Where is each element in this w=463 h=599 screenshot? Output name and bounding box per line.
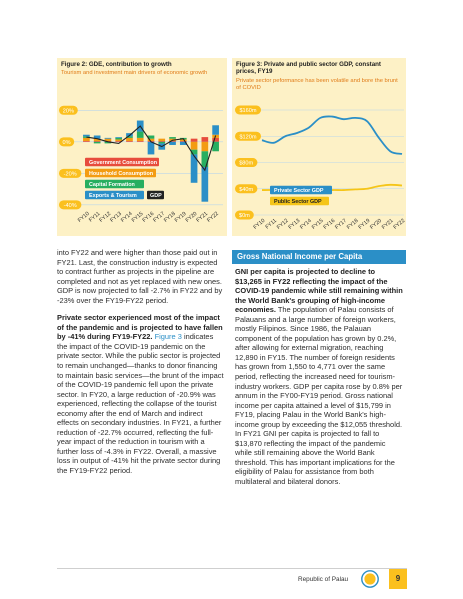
figure-3-chart — [232, 58, 406, 236]
fig2-bar-exports-tourism-FY10 — [83, 135, 90, 137]
fig2-bar-government-consumption-FY15 — [137, 141, 144, 142]
fig2-legend-1: Household Consumption — [89, 171, 154, 177]
fig2-bar-government-consumption-FY10 — [83, 141, 90, 142]
fig2-bar-exports-tourism-FY12 — [105, 138, 112, 139]
fig2-bar-government-consumption-FY21 — [202, 137, 209, 142]
fig2-bar-household-consumption-FY17 — [158, 139, 165, 141]
fig2-bar-capital-formation-FY21 — [202, 151, 209, 167]
fig3-x-tick-FY20: FY20 — [369, 217, 383, 231]
right-text-column — [235, 267, 403, 495]
fig2-x-tick-FY14: FY14 — [120, 210, 134, 224]
fig2-bar-household-consumption-FY20 — [191, 142, 198, 150]
fig2-bar-capital-formation-FY11 — [94, 142, 101, 144]
left-text-column — [57, 248, 225, 484]
left-paragraph-1: into FY22 and were higher than those paid out in FY21. Last, the construction industry is expected to contract further as projects in the pipeline are completed and not as yet replaced with new ones. GDP is now projected to fall -2.7% in FY22 and by -23% over the FY19-FY22 period. — [57, 248, 223, 305]
figure-2-chart — [57, 58, 227, 236]
fig3-y-tick-4: $0m — [238, 213, 250, 220]
fig2-x-tick-FY16: FY16 — [141, 210, 156, 224]
fig3-x-tick-FY21: FY21 — [380, 217, 395, 231]
right-paragraph-1 — [235, 267, 403, 487]
fig3-x-tick-FY10: FY10 — [252, 217, 267, 231]
fig2-x-tick-FY20: FY20 — [184, 210, 199, 224]
fig2-x-tick-FY19: FY19 — [173, 210, 188, 224]
fig2-bar-capital-formation-FY15 — [137, 132, 144, 138]
footer-rule — [57, 568, 407, 569]
fig2-x-tick-FY17: FY17 — [152, 210, 167, 224]
fig3-y-tick-0: $160m — [239, 108, 257, 115]
figure-3-title: Figure 3: Private and public sector GDP, constant prices, FY19 — [236, 61, 381, 76]
fig2-x-tick-FY18: FY18 — [163, 210, 177, 224]
figure-2-title: Figure 2: GDE, contribution to growth — [61, 61, 172, 68]
fig2-bar-capital-formation-FY18 — [169, 137, 176, 139]
fig3-y-tick-2: $80m — [239, 160, 254, 167]
figure-2-panel — [57, 58, 227, 236]
fig2-bar-exports-tourism-FY13 — [115, 137, 122, 138]
fig3-x-tick-FY12: FY12 — [275, 217, 290, 231]
figure-3-subtitle: Private sector peformance has been volatile and bore the brunt of COVID — [236, 78, 398, 91]
fig3-x-tick-FY19: FY19 — [357, 217, 372, 231]
fig3-x-tick-FY16: FY16 — [322, 217, 337, 231]
fig2-legend-3: Exports & Tourism — [89, 193, 137, 199]
sun-logo-disc — [364, 573, 375, 584]
fig3-y-tick-1: $120m — [239, 134, 257, 141]
fig2-y-tick-2: -20% — [63, 171, 77, 178]
page-number: 9 — [389, 569, 407, 589]
fig2-bar-household-consumption-FY14 — [126, 138, 133, 141]
fig3-x-tick-FY14: FY14 — [299, 217, 313, 231]
fig3-x-tick-FY22: FY22 — [392, 217, 406, 231]
fig2-x-tick-FY11: FY11 — [88, 210, 102, 224]
fig2-x-tick-FY12: FY12 — [98, 210, 113, 224]
fig2-bar-exports-tourism-FY21 — [202, 167, 209, 202]
fig2-bar-exports-tourism-FY18 — [169, 142, 176, 145]
fig2-x-tick-FY10: FY10 — [76, 210, 91, 224]
sun-logo-icon — [361, 570, 379, 588]
fig3-legend-1: Public Sector GDP — [274, 199, 322, 205]
fig2-bar-household-consumption-FY21 — [202, 142, 209, 151]
fig2-legend-0: Government Consumption — [89, 160, 157, 166]
fig2-legend-2: Capital Formation — [89, 182, 135, 188]
left-paragraph-2 — [57, 313, 225, 475]
fig2-x-tick-FY13: FY13 — [109, 210, 123, 224]
figure-3-panel — [232, 58, 406, 236]
fig2-bar-government-consumption-FY14 — [126, 141, 133, 142]
fig2-bar-government-consumption-FY20 — [191, 139, 198, 142]
fig2-x-tick-FY22: FY22 — [206, 210, 220, 224]
figure-3-link[interactable]: Figure 3 — [154, 332, 182, 342]
fig3-legend-0: Private Sector GDP — [274, 188, 324, 194]
gni-section-heading: Gross National Income per Capita — [232, 250, 406, 264]
fig2-bar-government-consumption-FY11 — [94, 141, 101, 142]
fig2-legend-gdp: GDP — [150, 193, 162, 199]
fig2-bar-household-consumption-FY15 — [137, 138, 144, 141]
right-paragraph-1-lead: GNI per capita is projected to decline to $13,265 in FY22 reflecting the impact of the COVID-19 pandemic while still remaining within the World Bank's grouping of high-income economies. — [235, 267, 403, 315]
fig2-y-tick-0: 20% — [62, 108, 75, 115]
fig2-y-tick-3: -40% — [63, 202, 77, 209]
fig3-x-tick-FY18: FY18 — [345, 217, 360, 231]
fig3-x-tick-FY17: FY17 — [334, 217, 348, 231]
fig2-bar-government-consumption-FY17 — [158, 141, 165, 142]
fig3-line-private-sector-gdp — [262, 116, 402, 154]
fig3-x-tick-FY13: FY13 — [287, 217, 302, 231]
fig2-bar-capital-formation-FY17 — [158, 142, 165, 144]
right-paragraph-1-body: The population of Palau consists of Palauans and a large number of foreign workers, mostly Filipinos. Since 1986, the Palauan component of the population has grown by 0.2%, after allowing for external migration, reaching 12,890 in FY15. The number of foreign residents has grown from 1,550 to 4,771 over the same period, reflecting the increased need for tourism-industry workers. GDP per capita rose by 0.8% per annum in the FY00-FY19 period. Gross national income per capita attained a level of $15,799 in FY19, placing Palau in the World Bank's high-income group by exceeding the $12,055 threshold. In FY21 GNI per capita is projected to fall to $13,870 reflecting the impact of the pandemic while still remaining above the World Bank threshold. This has important implications for the eligibility of Palau for assistance from both multilateral and bilateral donors. — [235, 305, 403, 487]
fig3-x-tick-FY11: FY11 — [264, 217, 278, 231]
fig2-y-tick-1: 0% — [62, 139, 71, 146]
fig2-bar-household-consumption-FY10 — [83, 138, 90, 141]
fig3-y-tick-3: $40m — [239, 186, 254, 193]
fig3-x-tick-FY15: FY15 — [310, 217, 325, 231]
figure-2-subtitle: Tourism and investment main drivers of economic growth — [61, 70, 208, 76]
left-paragraph-2-lead: Private sector experienced most of the impact of the pandemic and is projected to have fallen by -41% during FY19-FY22. — [57, 313, 223, 342]
fig2-x-tick-FY21: FY21 — [195, 210, 210, 224]
fig2-bar-exports-tourism-FY16 — [148, 142, 155, 155]
fig2-bar-household-consumption-FY13 — [115, 139, 122, 141]
fig2-bar-exports-tourism-FY22 — [212, 125, 219, 134]
fig2-bar-capital-formation-FY13 — [115, 138, 122, 140]
footer-publication-name: Republic of Palau — [298, 576, 349, 583]
left-paragraph-2-body: indicates the impact of the COVID-19 pandemic on the private sector. While the public sector is projected to remain unchanged—thanks to donor financing to maintain basic services—the brunt of the impact of the COVID-19 pandemic fell upon the private sector. In FY20, a large reduction of -20.9% was experienced, reflecting the collapse of the tourist economy after the end of March and indirect effects on secondary industries. In FY21, a further reduction of -22.7% occurred, reflecting the full-year impact of the reduction in tourism with a further loss of -4.3% in FY22. Overall, a massive loss in output of -41% hit the private sector during the FY19-FY22 period. — [57, 332, 224, 476]
fig2-x-tick-FY15: FY15 — [130, 210, 145, 224]
